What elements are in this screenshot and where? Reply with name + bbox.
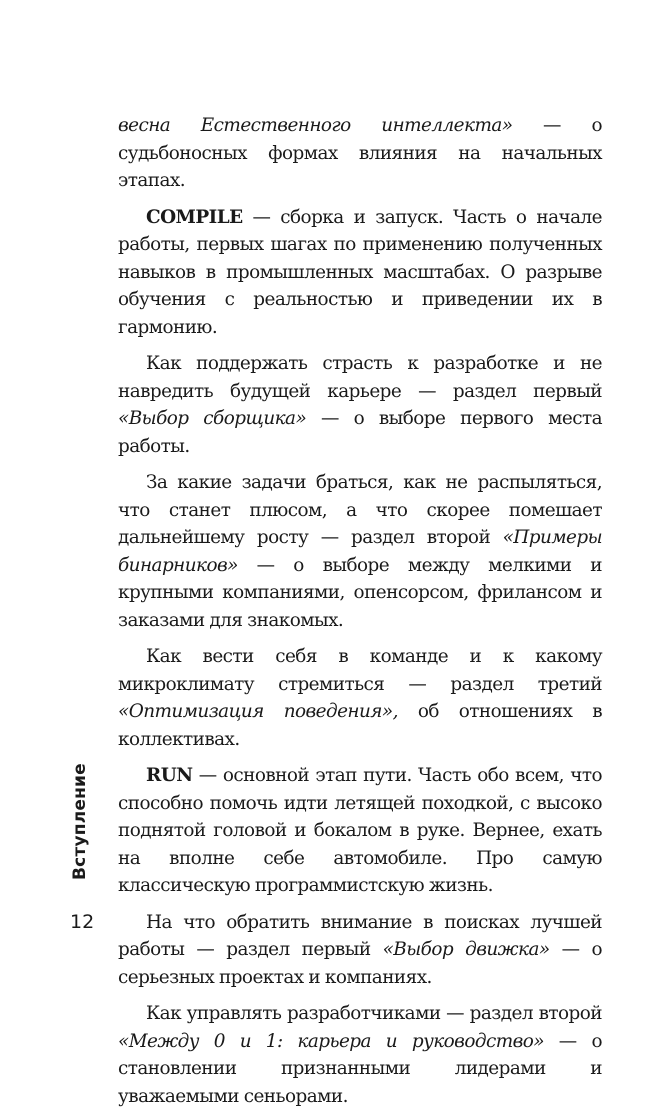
italic-title: «Между 0 и 1: карьера и руководство»	[118, 1030, 544, 1052]
paragraph-run-part-1	[118, 909, 602, 992]
italic-title: «Примеры бинарников»	[118, 527, 602, 576]
paragraph-compile	[118, 204, 602, 342]
paragraph-text: — о судьбоносных формах влияния на начальных этапах.	[118, 115, 602, 191]
paragraph-intro-continuation	[118, 112, 602, 195]
paragraph-run	[118, 762, 602, 900]
paragraph-text: — о выборе первого места работы.	[118, 408, 602, 457]
section-keyword: RUN	[146, 765, 193, 786]
paragraph-text: — о становлении признанными лидерами и уважаемыми сеньорами.	[118, 1030, 602, 1107]
paragraph-text: — о выборе между мелкими и крупными компаниями, опенсорсом, фрилансом и заказами для знакомых.	[118, 554, 602, 631]
paragraph-text: — основной этап пути. Часть обо всем, что способно помочь идти летящей походкой, с высоко поднятой головой и бокалом в руке. Вернее, ехать на вполне себе автомобиле. Про самую классическую программистскую жизнь.	[118, 765, 602, 896]
paragraph-run-part-2	[118, 1000, 602, 1110]
page-number: 12	[70, 911, 95, 933]
paragraph-text: Как вести себя в команде и к какому микроклимату стремиться — раздел третий	[118, 646, 602, 695]
italic-title: весна Естественного интеллекта»	[118, 115, 513, 136]
paragraph-compile-part-3	[118, 643, 602, 753]
paragraph-text: — о серьезных проектах и компаниях.	[118, 939, 602, 988]
paragraph-text: Как поддержать страсть к разработке и не навредить будущей карьере — раздел первый	[118, 353, 602, 402]
paragraph-text: об отношениях в коллективах.	[118, 701, 602, 750]
body-text	[118, 112, 602, 1110]
italic-title: «Выбор движка»	[382, 939, 550, 960]
paragraph-text: За какие задачи браться, как не распыляться, что станет плюсом, а что скорее помешает дальнейшему росту — раздел второй	[118, 472, 602, 548]
section-keyword: COMPILE	[146, 206, 243, 228]
italic-title: «Выбор сборщика»	[118, 408, 307, 429]
paragraph-text: — сборка и запуск. Часть о начале работы, первых шагах по применению полученных навыков в промышленных масштабах. О разрыве обучения с реальностью и приведении их в гармонию.	[118, 206, 602, 338]
italic-title: «Оптимизация поведения»,	[118, 701, 398, 722]
paragraph-text: На что обратить внимание в поисках лучшей работы — раздел первый	[118, 911, 602, 960]
paragraph-compile-part-1	[118, 350, 602, 460]
running-section-title: Вступление	[70, 763, 90, 880]
paragraph-text: Как управлять разработчиками — раздел второй	[146, 1003, 602, 1024]
paragraph-compile-part-2	[118, 469, 602, 634]
